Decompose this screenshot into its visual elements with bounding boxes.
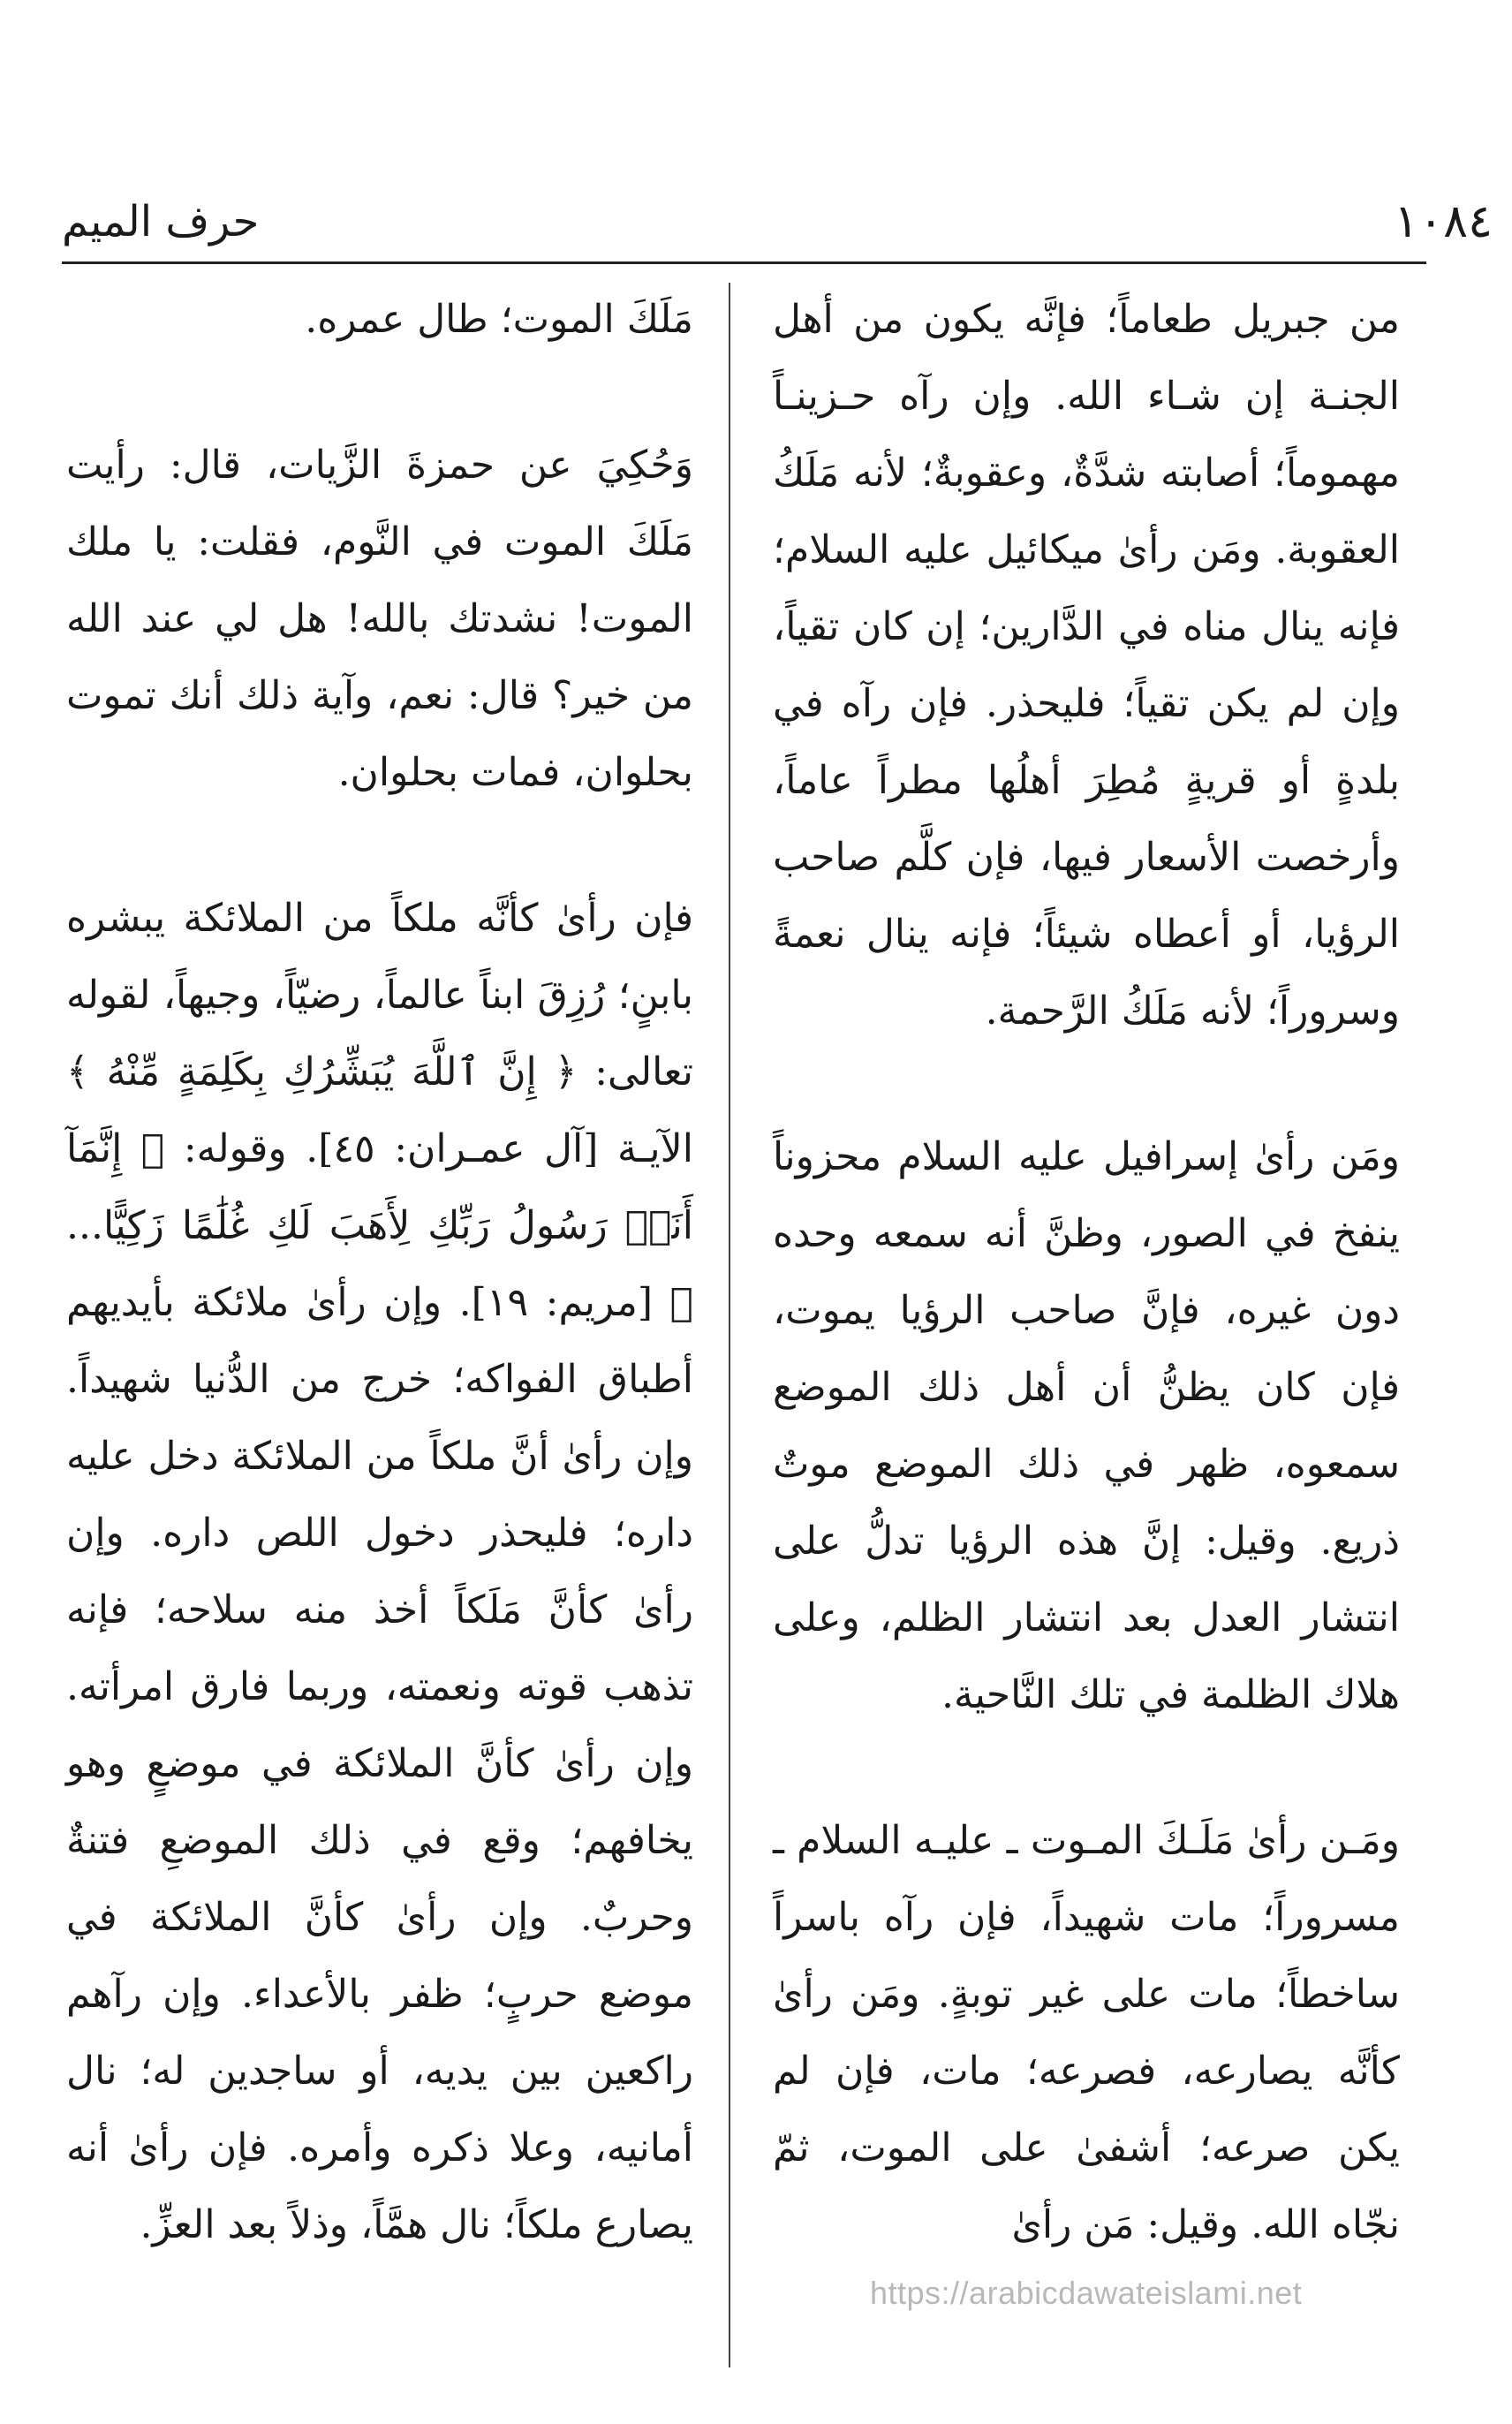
watermark-url: https://arabicdawateislami.net	[870, 2275, 1303, 2311]
header-rule	[62, 261, 1426, 264]
page-number: ١٠٨٤	[1394, 195, 1493, 248]
paragraph: فإن رأىٰ كأنَّه ملكاً من الملائكة يبشره بابنٍ؛ رُزِقَ ابناً عالماً، رضيّاً، وجيهاً، لقوله تعالى: ﴿ إِنَّ ٱللَّهَ يُبَشِّرُكِ بِكَلِمَةٍ مِّنْهُ ﴾ الآيـة [آل عمـران: ٤٥]. وقوله: ﴿ إِنَّمَآ أَنَا۠ رَسُولُ رَبِّكِ لِأَهَبَ لَكِ غُلَٰمًا زَكِيًّا... ﴾ [مريم: ١٩]. وإن رأىٰ ملائكة بأيديهم أطباق الفواكه؛ خرج من الدُّنيا شهيداً. وإن رأىٰ أنَّ ملكاً من الملائكة دخل عليه داره؛ فليحذر دخول اللص داره. وإن رأىٰ كأنَّ مَلَكاً أخذ منه سلاحه؛ فإنه تذهب قوته ونعمته، وربما فارق امرأته. وإن رأىٰ كأنَّ الملائكة في موضعٍ وهو يخافهم؛ وقع في ذلك الموضعِ فتنةٌ وحربٌ. وإن رأىٰ كأنَّ الملائكة في موضع حربٍ؛ ظفر بالأعداء. وإن رآهم راكعين بين يديه، أو ساجدين له؛ نال أمانيه، وعلا ذكره وأمره. فإن رأىٰ أنه يصارع ملكاً؛ نال همَّاً، وذلاً بعد العزِّ.	[66, 896, 693, 2247]
chapter-title: حرف الميم	[62, 197, 260, 246]
paragraph: ومَن رأىٰ إسرافيل عليه السلام محزوناً ينفخ في الصور، وظنَّ أنه سمعه وحده دون غيره، فإنَّ صاحب الرؤيا يموت، فإن كان يظنُّ أن أهل ذلك الموضع سمعوه، ظهر في ذلك الموضع موتٌ ذريع. وقيل: إنَّ هذه الرؤيا تدلُّ على انتشار العدل بعد انتشار الظلم، وعلى هلاك الظلمة في تلك النَّاحية.	[773, 1134, 1400, 1717]
column-divider	[729, 283, 730, 2367]
paragraph: مَلَكَ الموت؛ طال عمره.	[305, 297, 693, 342]
paragraph: وَحُكِيَ عن حمزةَ الزَّيات، قال: رأيت مَلَكَ الموت في النَّوم، فقلت: يا ملك الموت! نشدتك بالله! هل لي عند الله من خير؟ قال: نعم، وآية ذلك أنك تموت بحلوان، فمات بحلوان.	[66, 443, 693, 795]
left-column	[66, 281, 693, 2263]
paragraph: ومَـن رأىٰ مَلَـكَ المـوت ـ عليـه السلام ـ مسروراً؛ مات شهيداً، فإن رآه باسراً ساخطاً؛ مات على غير توبةٍ. ومَن رأىٰ كأنَّه يصارعه، فصرعه؛ مات، فإن لم يكن صرعه؛ أشفىٰ على الموت، ثمّ نجّاه الله. وقيل: مَن رأىٰ	[773, 1818, 1400, 2247]
paragraph: من جبريل طعاماً؛ فإنَّه يكون من أهل الجنـة إن شـاء الله. وإن رآه حـزينـاً مهموماً؛ أصابته شدَّةٌ، وعقوبةٌ؛ لأنه مَلَكُ العقوبة. ومَن رأىٰ ميكائيل عليه السلام؛ فإنه ينال مناه في الدَّارين؛ إن كان تقياً، وإن لم يكن تقياً؛ فليحذر. فإن رآه في بلدةٍ أو قريةٍ مُطِرَ أهلُها مطراً عاماً، وأرخصت الأسعار فيها، فإن كلَّم صاحب الرؤيا، أو أعطاه شيئاً؛ فإنه ينال نعمةً وسروراً؛ لأنه مَلَكُ الرَّحمة.	[773, 297, 1400, 1034]
page-header	[62, 182, 1493, 261]
right-column	[773, 281, 1400, 2263]
